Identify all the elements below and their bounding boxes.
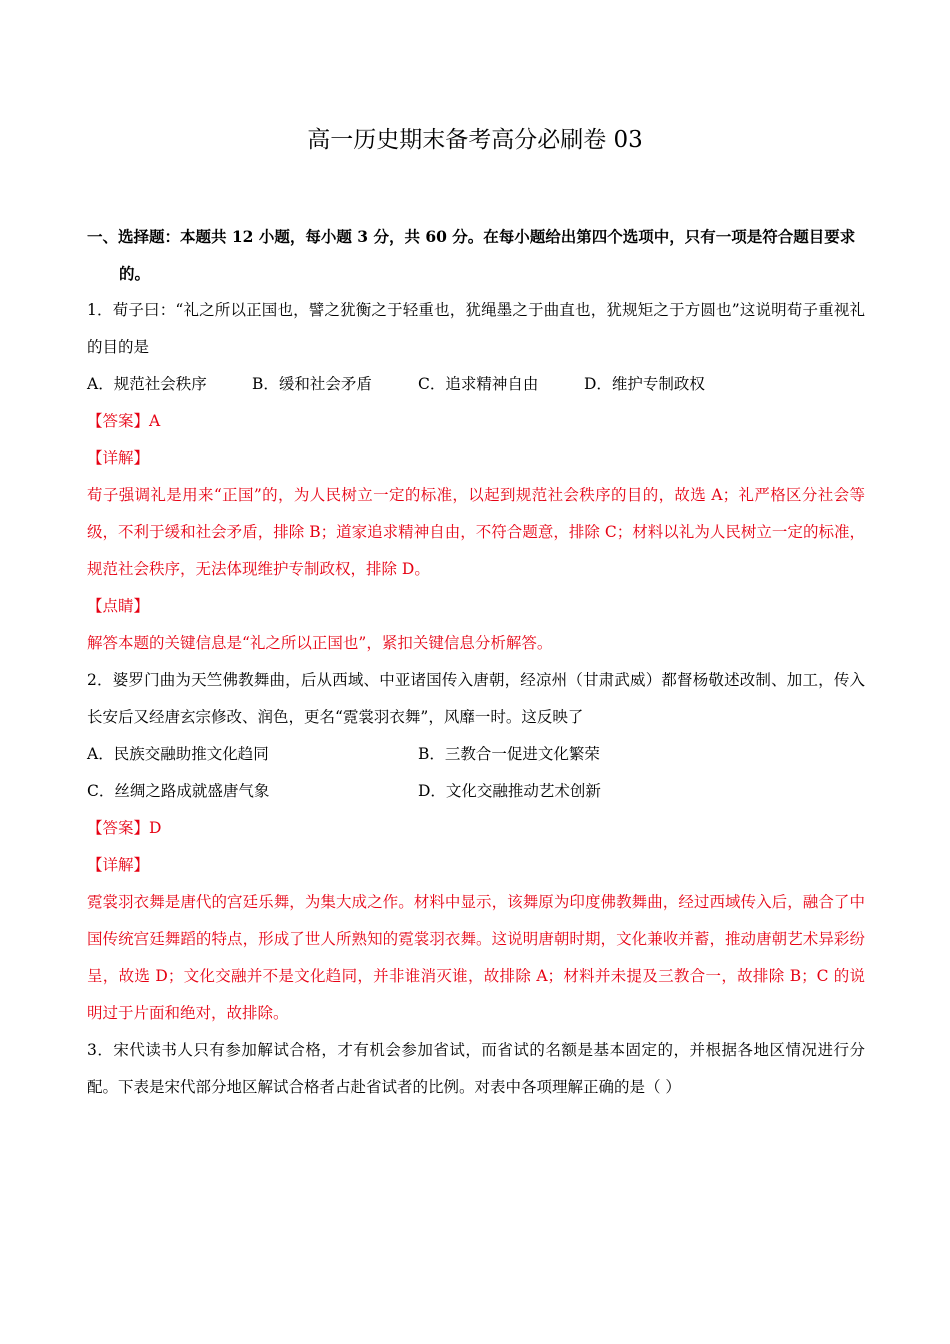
question-2-option-a: A．民族交融助推文化趋同: [87, 745, 269, 763]
question-1-option-c: C．追求精神自由: [418, 375, 539, 393]
question-1-detail-label: 【详解】: [87, 449, 150, 467]
question-2-detail: 霓裳羽衣舞是唐代的宫廷乐舞，为集大成之作。材料中显示，该舞原为印度佛教舞曲，经过西域传入后，融合了中国传统宫廷舞蹈的特点，形成了世人所熟知的霓裳羽衣舞。这说明唐朝时期，文化兼收并蓄，推动唐朝艺术异彩纷呈，故选 D；文化交融并不是文化趋同，并非谁消灭谁，故排除 A；材料并未提及三教合一，故排除 B；C 的说明过于片面和绝对，故排除。: [87, 893, 865, 1022]
question-1-option-a: A．规范社会秩序: [87, 375, 207, 393]
question-1-tip: 解答本题的关键信息是“礼之所以正国也”，紧扣关键信息分析解答。: [87, 634, 553, 652]
question-1-option-d: D．维护专制政权: [584, 375, 705, 393]
question-1-detail: 荀子强调礼是用来“正国”的，为人民树立一定的标准，以起到规范社会秩序的目的，故选 A；礼严格区分社会等级，不利于缓和社会矛盾，排除 B；道家追求精神自由，不符合题意，排除 C；材料以礼为人民树立一定的标准，规范社会秩序，无法体现维护专制政权，排除 D。: [87, 486, 865, 578]
section-heading: 一、选择题：本题共 12 小题，每小题 3 分，共 60 分。在每小题给出第四个选项中，只有一项是符合题目要求的。: [87, 227, 856, 283]
question-3: [87, 1032, 865, 1106]
question-3-stem: 3．宋代读书人只有参加解试合格，才有机会参加省试，而省试的名额是基本固定的，并根据各地区情况进行分配。下表是宋代部分地区解试合格者占赴省试者的比例。对表中各项理解正确的是（ ）: [87, 1041, 865, 1096]
question-2-options-row-1: [87, 736, 865, 773]
question-2-answer: 【答案】D: [87, 819, 162, 837]
question-2-options-row-2: [87, 773, 865, 810]
question-2-stem: 2．婆罗门曲为天竺佛教舞曲，后从西域、中亚诸国传入唐朝，经凉州（甘肃武威）都督杨敬述改制、加工，传入长安后又经唐玄宗修改、润色，更名“霓裳羽衣舞”，风靡一时。这反映了: [87, 671, 865, 726]
question-1-options: [87, 366, 865, 403]
question-2: [87, 662, 865, 1032]
question-2-option-c: C．丝绸之路成就盛唐气象: [87, 782, 270, 800]
question-1-tip-label: 【点睛】: [87, 597, 150, 615]
question-1-stem: 1．荀子曰：“礼之所以正国也，譬之犹衡之于轻重也，犹绳墨之于曲直也，犹规矩之于方圆也”这说明荀子重视礼的目的是: [87, 301, 865, 356]
question-2-detail-label: 【详解】: [87, 856, 150, 874]
question-1: [87, 292, 865, 662]
question-1-answer: 【答案】A: [87, 412, 161, 430]
page-title: 高一历史期末备考高分必刷卷 03: [307, 127, 643, 153]
question-2-option-b: B．三教合一促进文化繁荣: [418, 745, 600, 763]
document-body: [87, 218, 865, 1106]
question-2-option-d: D．文化交融推动艺术创新: [418, 782, 601, 800]
question-1-option-b: B．缓和社会矛盾: [252, 375, 372, 393]
